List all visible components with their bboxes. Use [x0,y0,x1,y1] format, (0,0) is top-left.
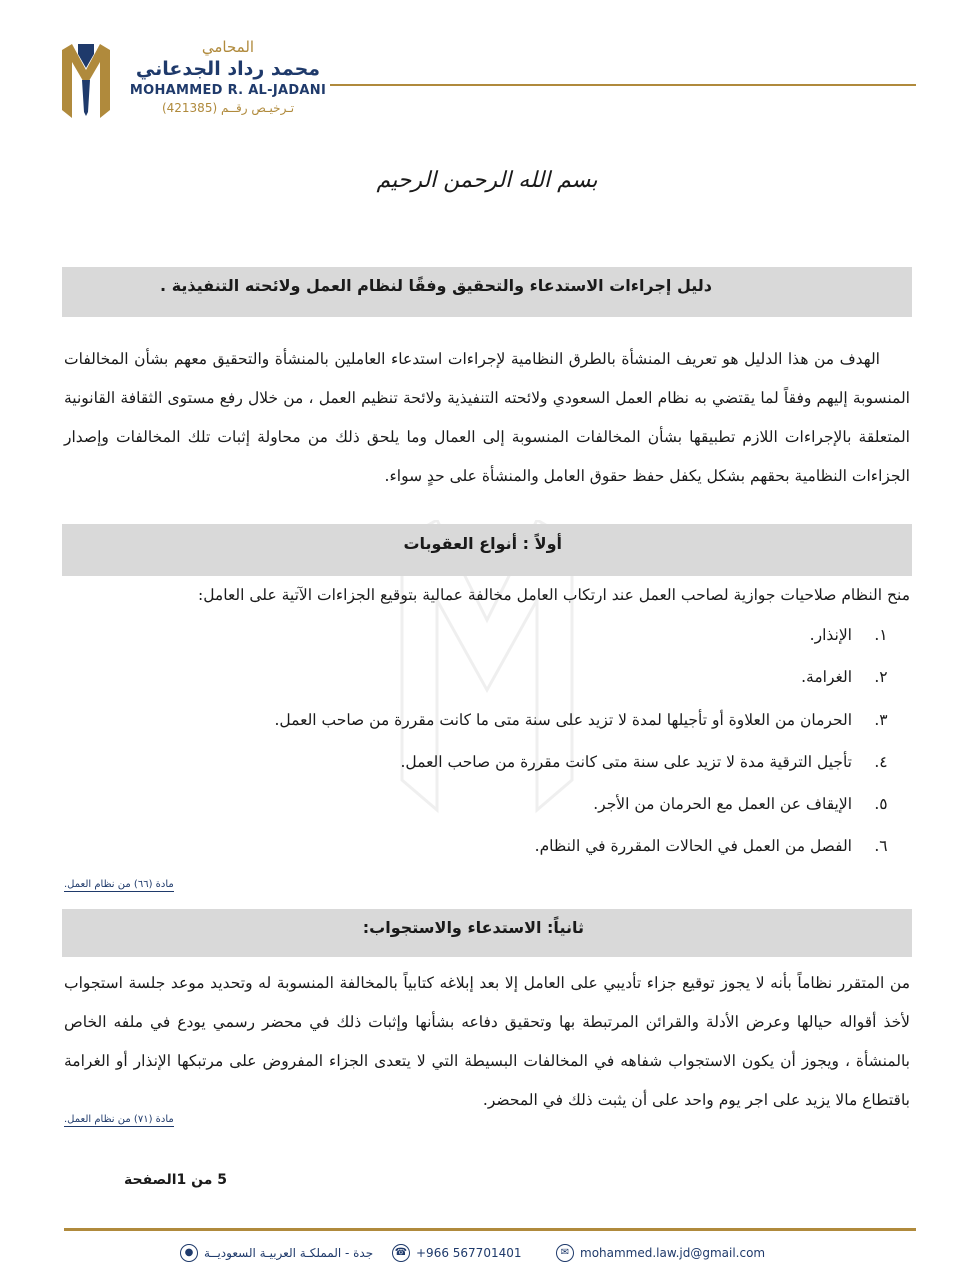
section2-paragraph: من المتقرر نظاماً بأنه لا يجوز توقيع جزاء تأديبي على العامل إلا بعد إبلاغه كتابياً بالمخالفة المنسوبة له وتحديد موعد جلسة استجواب لأخذ أقواله حيالها وعرض الأدلة والقرائن المرتبطة بها وتحقيق دفاعه بشأنها وإثبات ذلك في محضر رسمي يودع في ملفه الخاص بالمنشأة ، ويجوز أن يكون الاستجواب شفاهه في المخالفات البسيطة التي لا يتعدى الجزاء المفروض على مرتبكها الإنذار أو الغرامة باقتطاع مالا يزيد على اجر يوم واحد على أن يثبت ذلك في المحضر. [64,974,911,1109]
brand-block [128,38,328,115]
section1-heading: أولاً : أنواع العقوبات [403,534,562,553]
footer-location [180,1242,373,1264]
list-text: الحرمان من العلاوة أو تأجيلها لمدة لا تزيد على سنة متى ما كانت مقررة من صاحب العمل. [274,710,852,729]
section2-reference: مادة (٧١) من نظام العمل. [64,1114,174,1125]
email-icon: ✉ [556,1244,574,1262]
list-number: ٢. [874,668,888,687]
location-text: جدة - المملكـة العربيـة السعوديــة [204,1246,374,1260]
phone-text[interactable]: +966 567701401 [416,1246,522,1260]
section1-intro: منح النظام صلاحيات جوازية لصاحب العمل عند ارتكاب العامل مخالفة عمالية بتوقيع الجزاءات الآتية على العامل: [197,586,910,604]
intro-paragraph: الهدف من هذا الدليل هو تعريف المنشأة بالطرق النظامية لإجراءات استدعاء العاملين بالمنشأة والتحقيق معهم بشأن المخالفات المنسوبة إليهم وفقاً لما يقتضي به نظام العمل السعودي ولائحته التنفيذية ولائحة تنظيم العمل ، من خلال رفع مستوى الثقافة القانونية المتعلقة بالإجراءات اللازم تطبيقها بشأن المخالفات المنسوبة إلى العمال وما يلحق ذلك من محاولة إثبات تلك المخالفات وإصدار الجزاءات النظامية بحقهم بشكل يكفل حفظ حقوق العامل والمنشأة على حدٍ سواء. [64,350,910,485]
list-item [250,791,910,833]
list-text: تأجيل الترقية مدة لا تزيد على سنة متى كانت مقررة من صاحب العمل. [400,752,852,771]
location-pin-icon: ● [180,1244,198,1262]
list-number: ٣. [874,710,888,729]
brand-name-en: MOHAMMED R. AL-JADANI [129,83,327,98]
basmala: بسم الله الرحمن الرحيم [376,168,598,193]
footer-email [556,1242,765,1264]
list-item [250,622,910,664]
section2-heading-bar [62,909,912,957]
list-number: ٤. [874,752,888,771]
document-title: دليل إجراءات الاستدعاء والتحقيق وفقًا لنظام العمل ولائحته التنفيذية . [160,276,712,295]
document-title-bar [62,267,912,317]
list-item [250,833,910,875]
list-item [250,664,910,706]
phone-icon: ☎ [392,1244,410,1262]
section2-heading: ثانياً: الاستدعاء والاستجواب: [362,918,584,937]
section1-heading-bar [62,524,912,576]
list-text: الإنذار. [809,626,852,644]
header-divider [330,84,916,86]
law-firm-logo [58,40,114,120]
license-number: تـرخيـص رقــم (421385) [161,101,295,115]
page-number: 5 من 1الصفحة [124,1172,228,1188]
list-text: الفصل من العمل في الحالات المقررة في النظام. [534,837,852,856]
list-item [250,707,910,749]
list-text: الإيقاف عن العمل مع الحرمان من الأجر. [593,795,852,814]
list-item [250,749,910,791]
footer-divider [64,1228,916,1231]
list-number: ١. [874,626,888,644]
penalties-list [250,622,910,876]
email-text[interactable]: mohammed.law.jd@gmail.com [580,1246,766,1260]
list-number: ٥. [874,795,888,814]
footer-phone [392,1242,522,1264]
list-text: الغرامة. [801,668,852,687]
brand-title: المحامي [201,38,255,56]
section1-reference: مادة (٦٦) من نظام العمل. [64,879,174,890]
list-number: ٦. [874,837,888,856]
brand-name-ar: محمد رداد الجدعاني [135,58,321,80]
